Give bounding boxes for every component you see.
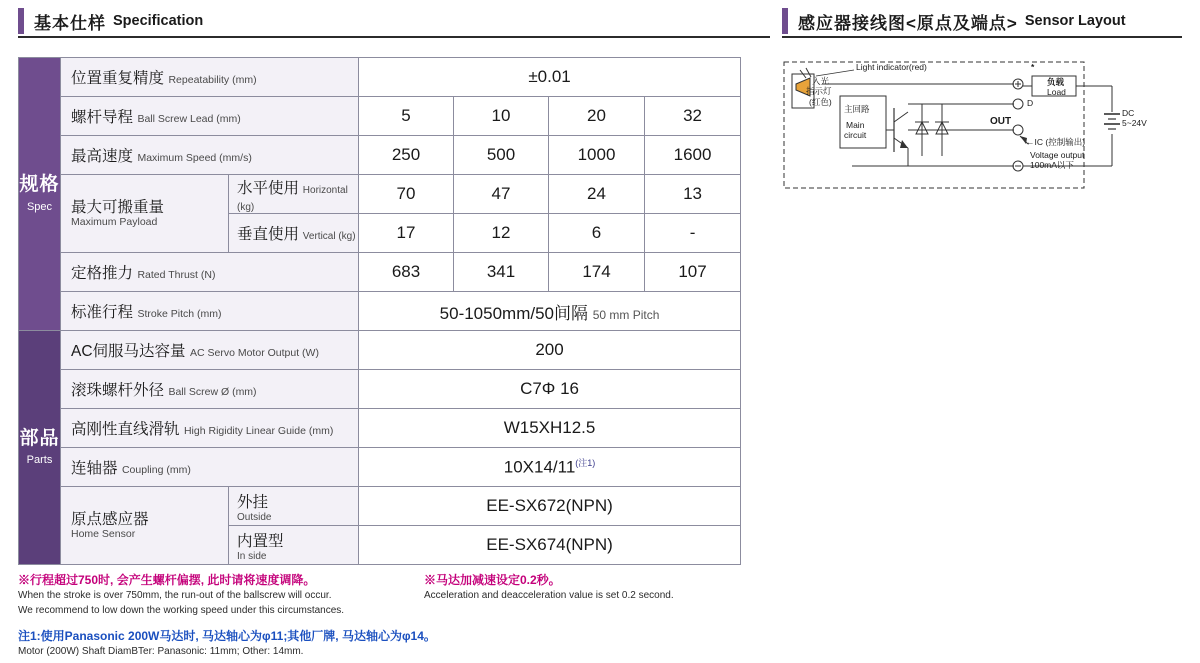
- row-label-rated-thrust: [61, 253, 359, 292]
- footnote-motor-shaft-cn: 注1:使用Panasonic 200W马达时, 马达轴心为φ11;其他厂牌, 马达轴心为φ14。: [18, 629, 436, 643]
- footnote-acceleration: [424, 572, 764, 604]
- cell-coupling: [359, 448, 741, 487]
- sub-label-en: Vertical (kg): [302, 231, 356, 242]
- cell-lead-4: 32: [645, 97, 741, 136]
- row-label-cn: 滚珠螺杆外径: [71, 382, 165, 399]
- table-row: [19, 253, 741, 292]
- sub-label-inside: [229, 526, 359, 565]
- specification-header: [18, 8, 203, 34]
- label-dc: DC: [1122, 108, 1135, 118]
- row-label-cn: AC伺服马达容量: [71, 343, 186, 360]
- row-label-en: Repeatability (mm): [168, 74, 257, 86]
- table-row: [19, 58, 741, 97]
- row-label-en: Stroke Pitch (mm): [137, 308, 222, 320]
- row-label-en: AC Servo Motor Output (W): [190, 347, 319, 359]
- sensor-layout-header: [782, 8, 1126, 34]
- label-star: *: [1031, 62, 1035, 72]
- sub-label-cn: 外挂: [237, 493, 269, 511]
- label-out: OUT: [990, 116, 1012, 127]
- cell-stroke-pitch-value: [359, 292, 741, 331]
- label-main-circuit-en1: Main: [846, 120, 865, 130]
- cell-speed-3: 1000: [549, 136, 645, 175]
- row-label-ball-screw-lead: [61, 97, 359, 136]
- cell-thrust-3: 174: [549, 253, 645, 292]
- label-voltage-current: 100mA以下: [1030, 160, 1074, 170]
- cell-ac-servo-motor-output: 200: [359, 331, 741, 370]
- side-band-spec-cn: 规格: [19, 174, 60, 196]
- cell-horizontal-4: 13: [645, 175, 741, 214]
- label-load-en: Load: [1047, 87, 1066, 97]
- sub-label-cn: 垂直使用: [237, 226, 300, 243]
- row-label-ball-screw-diameter: [61, 370, 359, 409]
- row-label-en: Ball Screw Ø (mm): [168, 386, 257, 398]
- cell-sensor-inside: EE-SX674(NPN): [359, 526, 741, 565]
- cell-vertical-1: 17: [359, 214, 454, 253]
- table-row: [19, 409, 741, 448]
- table-row: [19, 175, 741, 214]
- footnote-stroke-cn: ※行程超过750时, 会产生螺杆偏摆, 此时请将速度调降。: [18, 573, 316, 587]
- table-row: [19, 292, 741, 331]
- cell-lead-2: 10: [454, 97, 549, 136]
- footnote-motor-shaft: [18, 628, 578, 660]
- cell-speed-2: 500: [454, 136, 549, 175]
- cell-speed-1: 250: [359, 136, 454, 175]
- side-band-spec-en: Spec: [26, 200, 53, 213]
- row-label-home-sensor: [61, 487, 229, 565]
- label-load-cn: 负载: [1047, 77, 1065, 87]
- cell-vertical-2: 12: [454, 214, 549, 253]
- label-light-cn2: 指示灯: [806, 86, 832, 96]
- sensor-layout-diagram: [782, 56, 1182, 206]
- cell-lead-1: 5: [359, 97, 454, 136]
- row-label-en: Coupling (mm): [121, 464, 191, 476]
- header-accent-bar: [18, 8, 24, 34]
- row-label-cn: 高刚性直线滑轨: [71, 421, 180, 438]
- label-light-indicator: Light indicator(red): [856, 62, 927, 72]
- header-accent-bar-right: [782, 8, 788, 34]
- table-row: [19, 331, 741, 370]
- row-label-linear-guide: [61, 409, 359, 448]
- cell-horizontal-2: 47: [454, 175, 549, 214]
- row-label-cn: 连轴器: [71, 460, 118, 477]
- label-voltage-output: Voltage output: [1030, 150, 1085, 160]
- label-dc-voltage: 5~24V: [1122, 118, 1147, 128]
- cell-repeatability-value: ±0.01: [359, 58, 741, 97]
- row-label-cn: 最高速度: [71, 148, 134, 165]
- label-pin-d: D: [1027, 98, 1034, 108]
- cell-thrust-4: 107: [645, 253, 741, 292]
- coupling-value: 10X14/11: [503, 457, 576, 477]
- sub-label-vertical: [229, 214, 359, 253]
- row-label-en: High Rigidity Linear Guide (mm): [183, 425, 334, 437]
- row-label-cn: 原点感应器: [71, 510, 149, 528]
- footnote-acceleration-en: Acceleration and deacceleration value is set 0.2 second.: [424, 590, 674, 602]
- sensor-layout-header-en: Sensor Layout: [1024, 13, 1126, 29]
- footnote-motor-shaft-en: Motor (200W) Shaft DiamBTer: Panasonic: 11mm; Other: 14mm.: [18, 646, 304, 658]
- specification-header-cn: 基本仕样: [34, 13, 106, 33]
- cell-linear-guide: W15XH12.5: [359, 409, 741, 448]
- label-light-cn1: 入光: [812, 76, 830, 86]
- cell-horizontal-3: 24: [549, 175, 645, 214]
- sensor-circuit-svg: [782, 56, 1182, 206]
- label-main-circuit-cn: 主回路: [844, 104, 870, 114]
- label-light-cn3: (红色): [809, 97, 832, 107]
- side-band-spec: [19, 58, 61, 331]
- sensor-layout-header-rule: [782, 36, 1182, 38]
- sub-label-en: In side: [237, 550, 267, 562]
- sub-label-cn: 内置型: [237, 532, 284, 550]
- specification-table: [18, 57, 741, 565]
- row-label-en: Rated Thrust (N): [137, 269, 216, 281]
- sub-label-en: Horizontal (kg): [237, 184, 348, 213]
- row-label-maximum-payload: [61, 175, 229, 253]
- sensor-layout-header-cn: 感应器接线图<原点及端点>: [798, 13, 1018, 33]
- footnote-stroke: [18, 572, 418, 618]
- footnote-acceleration-cn: ※马达加减速设定0.2秒。: [424, 573, 561, 587]
- stroke-pitch-main: 50-1050mm/50间隔: [439, 303, 588, 323]
- cell-lead-3: 20: [549, 97, 645, 136]
- row-label-cn: 定格推力: [71, 265, 134, 282]
- specification-header-rule: [18, 36, 770, 38]
- row-label-cn: 标准行程: [71, 304, 134, 321]
- cell-thrust-2: 341: [454, 253, 549, 292]
- row-label-en: Maximum Speed (mm/s): [137, 152, 252, 164]
- cell-thrust-1: 683: [359, 253, 454, 292]
- sub-label-horizontal: [229, 175, 359, 214]
- side-band-parts: [19, 331, 61, 565]
- table-row: [19, 448, 741, 487]
- row-label-ac-servo-motor-output: [61, 331, 359, 370]
- coupling-footnote-marker: (注1): [575, 458, 596, 469]
- label-main-circuit-en2: circuit: [844, 130, 867, 140]
- table-row: [19, 136, 741, 175]
- row-label-cn: 螺杆导程: [71, 109, 134, 126]
- cell-horizontal-1: 70: [359, 175, 454, 214]
- row-label-en: Ball Screw Lead (mm): [137, 113, 241, 125]
- row-label-repeatability: [61, 58, 359, 97]
- table-row: [19, 487, 741, 526]
- footnote-stroke-en: When the stroke is over 750mm, the run-out of the ballscrew will occur. We recommend to low down the working speed under this circumstances.: [18, 590, 345, 616]
- row-label-en: Maximum Payload: [71, 216, 158, 229]
- row-label-coupling: [61, 448, 359, 487]
- table-row: [19, 97, 741, 136]
- label-ic-output: ←IC (控制输出): [1026, 137, 1086, 147]
- sub-label-en: Outside: [237, 511, 272, 523]
- row-label-cn: 最大可搬重量: [71, 198, 165, 216]
- table-row: [19, 370, 741, 409]
- cell-vertical-3: 6: [549, 214, 645, 253]
- side-band-parts-en: Parts: [26, 454, 53, 467]
- cell-vertical-4: -: [645, 214, 741, 253]
- row-label-stroke-pitch: [61, 292, 359, 331]
- cell-sensor-outside: EE-SX672(NPN): [359, 487, 741, 526]
- sub-label-outside: [229, 487, 359, 526]
- specification-header-en: Specification: [113, 13, 204, 29]
- cell-ball-screw-diameter: C7Φ 16: [359, 370, 741, 409]
- sub-label-cn: 水平使用: [237, 179, 300, 197]
- side-band-parts-cn: 部品: [19, 427, 60, 449]
- row-label-en: Home Sensor: [71, 528, 136, 541]
- stroke-pitch-note: 50 mm Pitch: [592, 307, 660, 322]
- row-label-cn: 位置重复精度: [71, 70, 165, 87]
- row-label-maximum-speed: [61, 136, 359, 175]
- cell-speed-4: 1600: [645, 136, 741, 175]
